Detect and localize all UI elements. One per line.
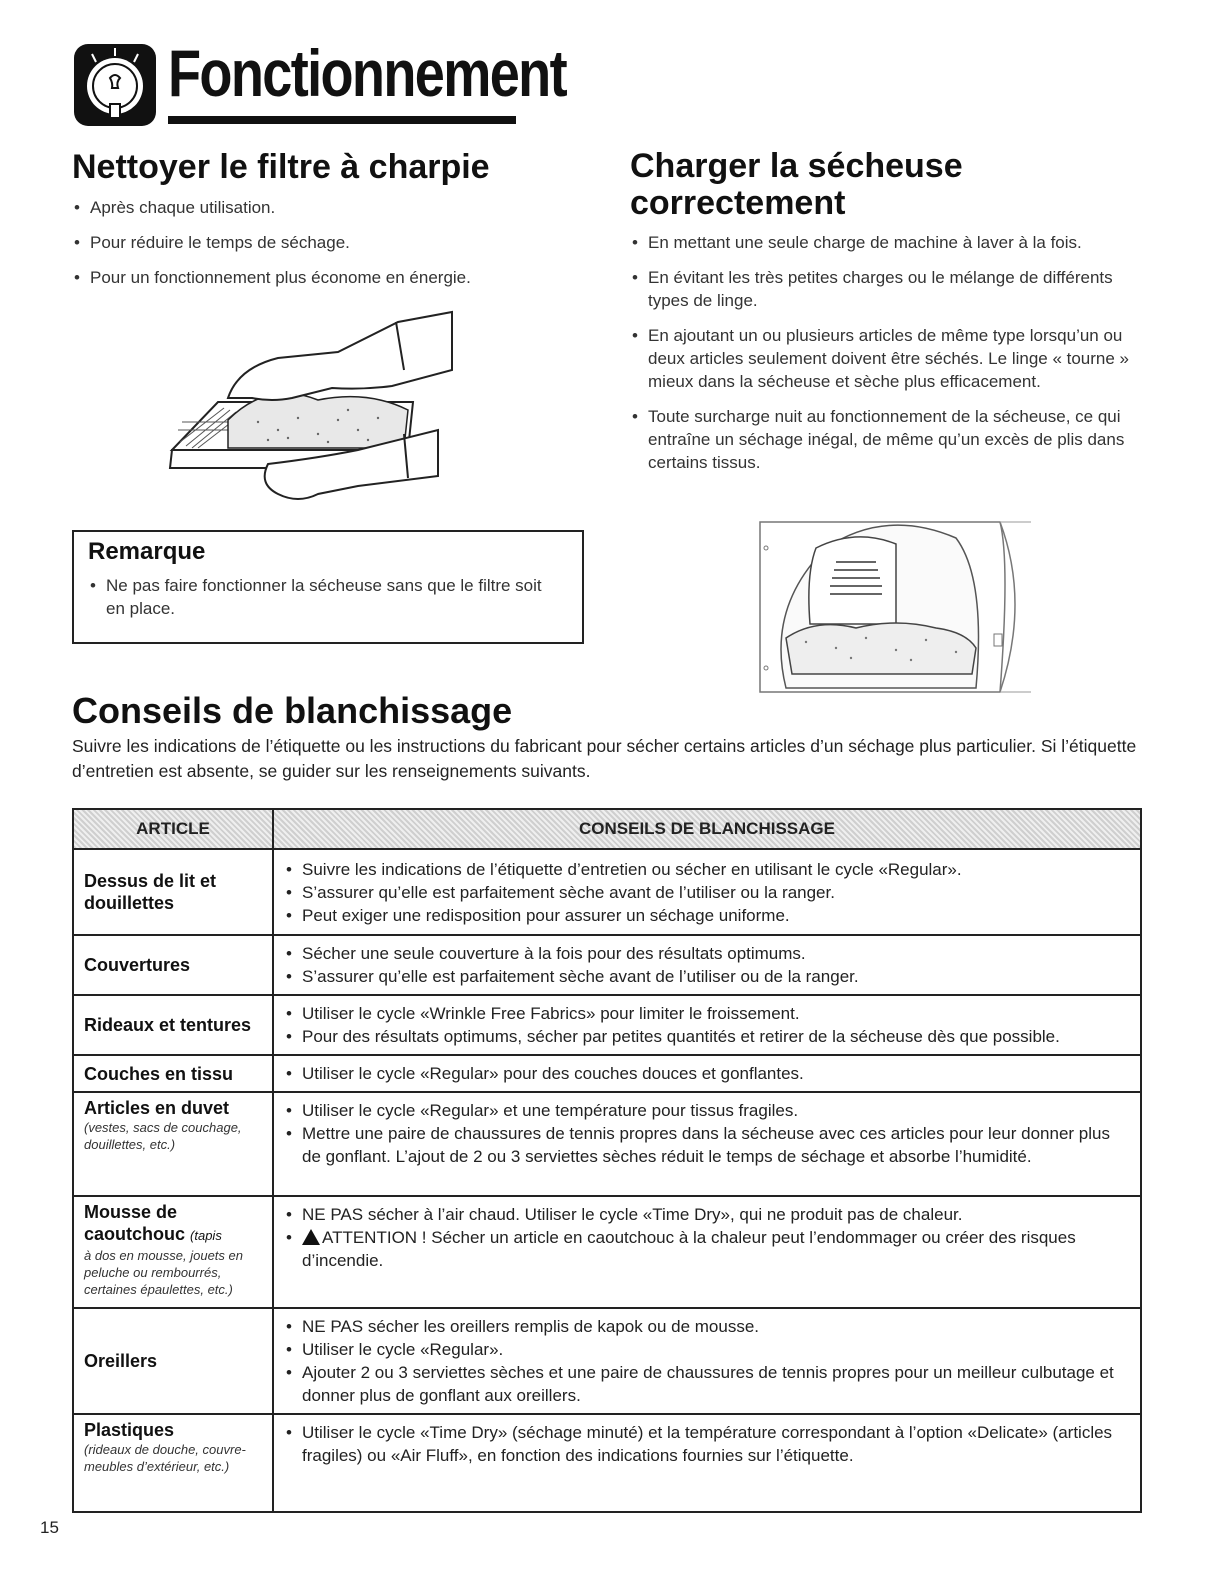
warning-triangle-icon bbox=[302, 1229, 320, 1245]
list-item: • Pour des résultats optimums, sécher par petites quantités et retirer de la sécheuse dès que possible. bbox=[284, 1025, 1130, 1048]
list-item: • En évitant les très petites charges ou le mélange de différents types de linge. bbox=[630, 266, 1150, 312]
list-item: • En mettant une seule charge de machine à laver à la fois. bbox=[630, 231, 1150, 254]
list-item bbox=[284, 1226, 1130, 1272]
list-item: • Utiliser le cycle «Regular». bbox=[284, 1338, 1130, 1361]
remark-heading: Remarque bbox=[88, 538, 206, 565]
load-dryer-heading bbox=[630, 148, 963, 222]
clean-filter-list bbox=[72, 196, 592, 301]
title-underline bbox=[168, 116, 516, 124]
article-cell bbox=[73, 1414, 273, 1512]
tips-cell bbox=[273, 995, 1141, 1055]
tips-cell bbox=[273, 849, 1141, 935]
tips-cell bbox=[273, 935, 1141, 995]
tips-cell bbox=[273, 1196, 1141, 1308]
laundry-tips-table bbox=[72, 808, 1142, 1513]
list-item: • Mettre une paire de chaussures de tennis propres dans la sécheuse avec ces articles pour leur donner plus de gonflant. L’ajout de 2 ou 3 serviettes sèches réduit le temps de séchage et absorbe l’humidité. bbox=[284, 1122, 1130, 1168]
list-item: • En ajoutant un ou plusieurs articles de même type lorsqu’un ou deux articles seulement doivent être séchés. Le linge « tourne » mieux dans la sécheuse et sèche plus efficacement. bbox=[630, 324, 1150, 393]
article-examples-start: (tapis bbox=[190, 1228, 222, 1243]
list-item: • Toute surcharge nuit au fonctionnement de la sécheuse, ce qui entraîne un séchage inégal, de même qu’un excès de plis dans certains tissus. bbox=[630, 405, 1150, 474]
lint-filter-hands-illustration bbox=[168, 310, 458, 515]
dryer-drum-illustration bbox=[756, 518, 1036, 700]
list-item: • S’assurer qu’elle est parfaitement sèche avant de l’utiliser ou la ranger. bbox=[284, 881, 1130, 904]
list-item: • Peut exiger une redisposition pour assurer un séchage uniforme. bbox=[284, 904, 1130, 927]
list-item: • Utiliser le cycle «Time Dry» (séchage minuté) et la température correspondant à l’option «Delicate» (articles fragiles) ou «Air Fluff», en fonction des indications fournies sur l’étiquette. bbox=[284, 1421, 1130, 1467]
remark-box bbox=[72, 530, 584, 644]
article-cell: Couvertures bbox=[73, 935, 273, 995]
list-item: • S’assurer qu’elle est parfaitement sèche avant de l’utiliser ou de la ranger. bbox=[284, 965, 1130, 988]
article-name: Articles en duvet bbox=[84, 1098, 230, 1118]
remark-list bbox=[88, 574, 558, 620]
table-row bbox=[73, 935, 1141, 995]
article-examples: (rideaux de douche, couvre-meubles d’extérieur, etc.) bbox=[84, 1442, 246, 1474]
table-row bbox=[73, 995, 1141, 1055]
lightbulb-icon bbox=[72, 42, 158, 128]
tips-cell bbox=[273, 1092, 1141, 1196]
table-row bbox=[73, 849, 1141, 935]
list-item: • Utiliser le cycle «Regular» et une température pour tissus fragiles. bbox=[284, 1099, 1130, 1122]
table-row bbox=[73, 1308, 1141, 1414]
list-item: • Pour un fonctionnement plus économe en énergie. bbox=[72, 266, 592, 289]
list-item: • Sécher une seule couverture à la fois pour des résultats optimums. bbox=[284, 942, 1130, 965]
article-examples: (vestes, sacs de couchage, douillettes, etc.) bbox=[84, 1120, 242, 1152]
column-header-article: ARTICLE bbox=[73, 809, 273, 849]
article-cell: Couches en tissu bbox=[73, 1055, 273, 1092]
load-dryer-list bbox=[630, 231, 1150, 486]
table-row bbox=[73, 1414, 1141, 1512]
tips-cell bbox=[273, 1414, 1141, 1512]
article-name: Mousse de caoutchouc bbox=[84, 1202, 186, 1244]
load-dryer-heading-line1: Charger la sécheuse bbox=[630, 147, 963, 185]
article-name: Plastiques bbox=[84, 1420, 175, 1440]
table-row bbox=[73, 1055, 1141, 1092]
warning-text: ATTENTION ! Sécher un article en caoutchouc à la chaleur peut l’endommager ou créer des risques d’incendie. bbox=[302, 1228, 1076, 1270]
tips-cell bbox=[273, 1308, 1141, 1414]
table-row bbox=[73, 1196, 1141, 1308]
article-cell: Oreillers bbox=[73, 1308, 273, 1414]
tips-intro: Suivre les indications de l’étiquette ou les instructions du fabricant pour sécher certains articles d’un séchage plus particulier. Si l’étiquette d’entretien est absente, se guider sur les renseignements suivants. bbox=[72, 736, 1137, 781]
article-cell: Dessus de lit et douillettes bbox=[73, 849, 273, 935]
clean-filter-heading: Nettoyer le filtre à charpie bbox=[72, 148, 490, 186]
list-item: • Utiliser le cycle «Regular» pour des couches douces et gonflantes. bbox=[284, 1062, 1130, 1085]
list-item: • Suivre les indications de l’étiquette d’entretien ou sécher en utilisant le cycle «Regular». bbox=[284, 858, 1130, 881]
article-cell: Rideaux et tentures bbox=[73, 995, 273, 1055]
page-number: 15 bbox=[40, 1518, 59, 1537]
page-title: Fonctionnement bbox=[168, 36, 566, 110]
article-examples: à dos en mousse, jouets en peluche ou rembourrés, certaines épaulettes, etc.) bbox=[84, 1248, 243, 1297]
tips-heading: Conseils de blanchissage bbox=[72, 690, 513, 731]
article-cell bbox=[73, 1196, 273, 1308]
table-header-row bbox=[73, 809, 1141, 849]
list-item: • Ne pas faire fonctionner la sécheuse sans que le filtre soit en place. bbox=[88, 574, 558, 620]
list-item: • NE PAS sécher à l’air chaud. Utiliser le cycle «Time Dry», qui ne produit pas de chaleur. bbox=[284, 1203, 1130, 1226]
list-item: • NE PAS sécher les oreillers remplis de kapok ou de mousse. bbox=[284, 1315, 1130, 1338]
list-item: • Utiliser le cycle «Wrinkle Free Fabrics» pour limiter le froissement. bbox=[284, 1002, 1130, 1025]
list-item: • Pour réduire le temps de séchage. bbox=[72, 231, 592, 254]
table-row bbox=[73, 1092, 1141, 1196]
load-dryer-heading-line2: correctement bbox=[630, 184, 846, 222]
column-header-tips: CONSEILS DE BLANCHISSAGE bbox=[273, 809, 1141, 849]
list-item: • Après chaque utilisation. bbox=[72, 196, 592, 219]
article-cell bbox=[73, 1092, 273, 1196]
list-item: • Ajouter 2 ou 3 serviettes sèches et une paire de chaussures de tennis propres pour un meilleur culbutage et donner plus de gonflant aux oreillers. bbox=[284, 1361, 1130, 1407]
tips-cell bbox=[273, 1055, 1141, 1092]
